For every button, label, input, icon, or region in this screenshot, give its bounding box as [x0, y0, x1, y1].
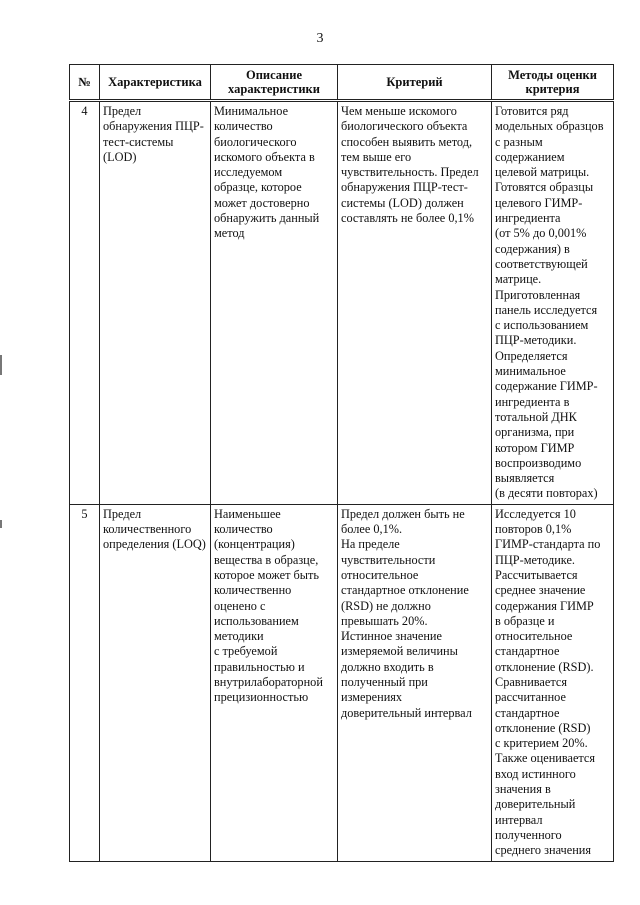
margin-scan-mark	[0, 355, 2, 375]
table-row	[70, 504, 614, 861]
header-description: Описание характеристики	[211, 65, 338, 101]
characteristics-table	[69, 64, 614, 862]
table-row	[70, 101, 614, 505]
page-number: 3	[316, 31, 324, 46]
row-methods: Готовится ряд модельных образцов с разным содержанием целевой матрицы. Готовятся образцы целевого ГИМР- ингредиента (от 5% до 0,001% содержания) в соответствующей матрице. Приготовленная панель исследуется с использованием ПЦР-методики. Определяется минимальное содержание ГИМР- ингредиента в тотальной ДНК организма, при котором ГИМР воспроизводимо выявляется (в десяти повторах)	[492, 101, 614, 505]
row-characteristic: Предел обнаружения ПЦР- тест-системы (LOD)	[100, 101, 211, 505]
row-methods: Исследуется 10 повторов 0,1% ГИМР-стандарта по ПЦР-методике. Рассчитывается среднее значение содержания ГИМР в образце и относительное стандартное отклонение (RSD). Сравнивается рассчитанное стандартное отклонение (RSD) с критерием 20%. Также оценивается вход истинного значения в доверительный интервал полученного среднего значения	[492, 504, 614, 861]
header-characteristic: Характеристика	[100, 65, 211, 101]
header-methods: Методы оценки критерия	[492, 65, 614, 101]
header-criterion: Критерий	[338, 65, 492, 101]
row-description: Минимальное количество биологического искомого объекта в исследуемом образце, которое может достоверно обнаружить данный метод	[211, 101, 338, 505]
row-characteristic: Предел количественного определения (LOQ)	[100, 504, 211, 861]
row-criterion: Чем меньше искомого биологического объекта способен выявить метод, тем выше его чувствительность. Предел обнаружения ПЦР-тест- системы (LOD) должен составлять не более 0,1%	[338, 101, 492, 505]
header-number: №	[70, 65, 100, 101]
row-description: Наименьшее количество (концентрация) вещества в образце, которое может быть количественно оценено с использованием методики с требуемой правильностью и внутрилабораторной прецизионностью	[211, 504, 338, 861]
margin-scan-mark	[0, 520, 2, 528]
row-number: 5	[70, 504, 100, 861]
row-criterion: Предел должен быть не более 0,1%. На пределе чувствительности относительное стандартное отклонение (RSD) не должно превышать 20%. Истинное значение измеряемой величины должно входить в полученный при измерениях доверительный интервал	[338, 504, 492, 861]
table-header-row	[70, 65, 614, 101]
row-number: 4	[70, 101, 100, 505]
